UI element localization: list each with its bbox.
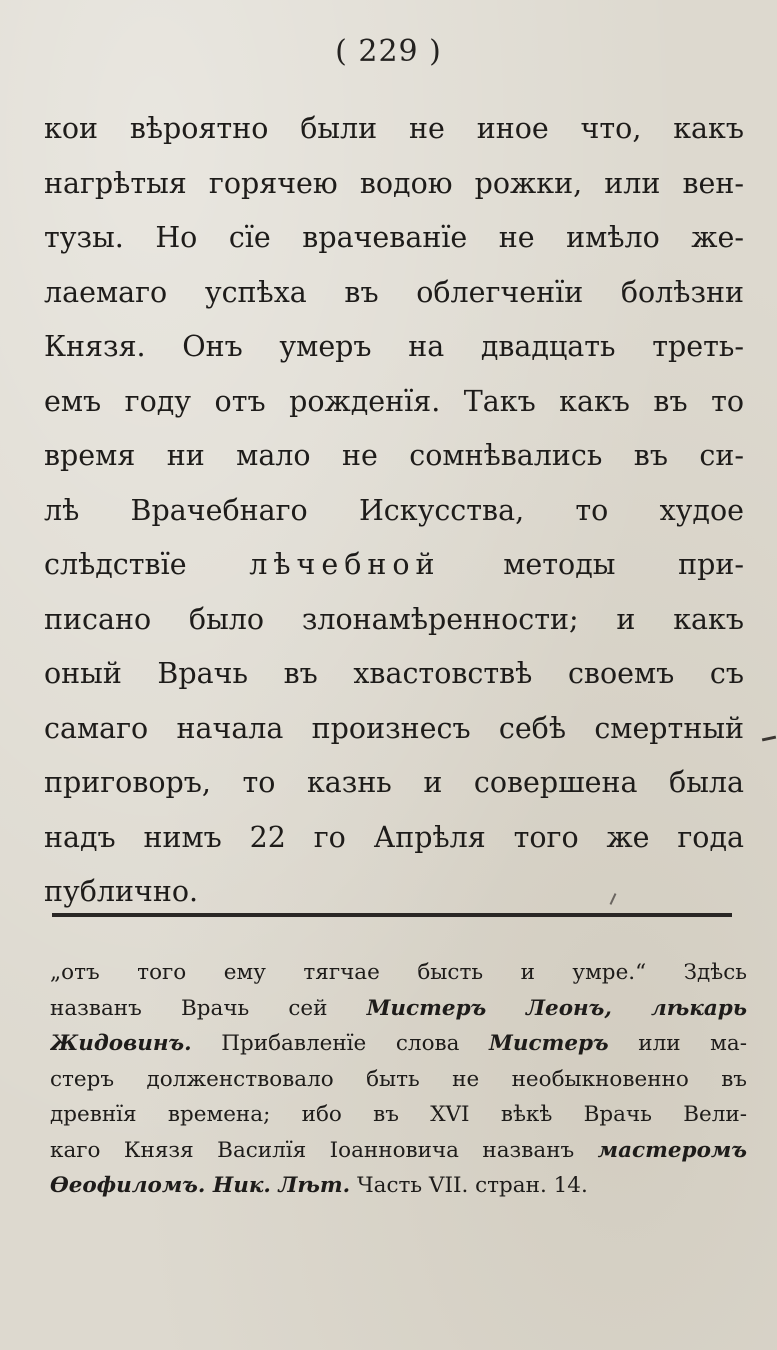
text-line: время ни мало не сомнѣвались въ си- [44,439,744,472]
footnote-divider [52,913,732,917]
text-line: лаемаго успѣха въ облегченїи болѣзни [44,275,744,309]
footnote-line [50,991,747,1027]
text-line [44,538,744,593]
text-segment: названъ Врачь сей [50,995,328,1021]
text-line: публично. [44,875,199,908]
text-segment: Прибавленїе слова [221,1031,460,1056]
italic-word: Жидовинъ. [50,1031,192,1056]
italic-citation: Ѳеофиломъ. Ник. Лѣт. [50,1173,351,1198]
footnote [50,955,747,1204]
text-line: нагрѣтыя горячею водою рожки, или вен- [44,166,744,200]
italic-name: Мистеръ Леонъ, [366,995,612,1021]
text-line: самаго начала произнесъ себѣ смертный [44,711,744,745]
footnote-line [50,1026,747,1062]
text-line: писано было злонамѣренности; и какъ [44,602,744,636]
italic-word: Мистеръ [489,1031,609,1056]
footnote-line [50,1133,747,1169]
text-line: тузы. Но сїе врачеванїе не имѣло же- [44,221,744,254]
footnote-line: древнїя времена; ибо въ XVI вѣкѣ Врачь Вели- [50,1102,747,1127]
italic-word: мастеромъ [597,1137,747,1163]
text-segment: слѣдствїе [44,548,187,581]
text-line: Князя. Онъ умеръ на двадцать треть- [44,330,744,363]
text-line: надъ нимъ 22 го Апрѣля того же года [44,820,744,854]
page-number: ( 229 ) [335,34,442,69]
text-line: кои вѣроятно были не иное что, какъ [44,112,744,145]
text-line: лѣ Врачебнаго Искусства, то худое [44,493,744,527]
text-line: приговоръ, то казнь и совершена была [44,766,744,799]
footnote-line: „отъ того ему тягчае бысть и умре.“ Здѣсь [50,960,747,985]
text-segment: или ма- [638,1031,747,1056]
text-segment: каго Князя Василїя Іоанновича названъ [50,1137,575,1163]
main-text [44,102,744,920]
footnote-line: стеръ долженствовало быть не необыкновенно въ [50,1066,747,1092]
spaced-emphasis-word: лѣчебной [249,548,441,581]
text-segment: методы при- [503,548,744,581]
italic-word: лѣкарь [651,995,747,1021]
text-segment: Часть VII. стран. 14. [357,1173,588,1198]
text-line: емъ году отъ рожденїя. Такъ какъ въ то [44,384,744,418]
footnote-line [50,1168,747,1204]
text-line: оный Врачь въ хвастовствѣ своемъ съ [44,657,744,690]
stray-ink-mark [762,736,776,742]
